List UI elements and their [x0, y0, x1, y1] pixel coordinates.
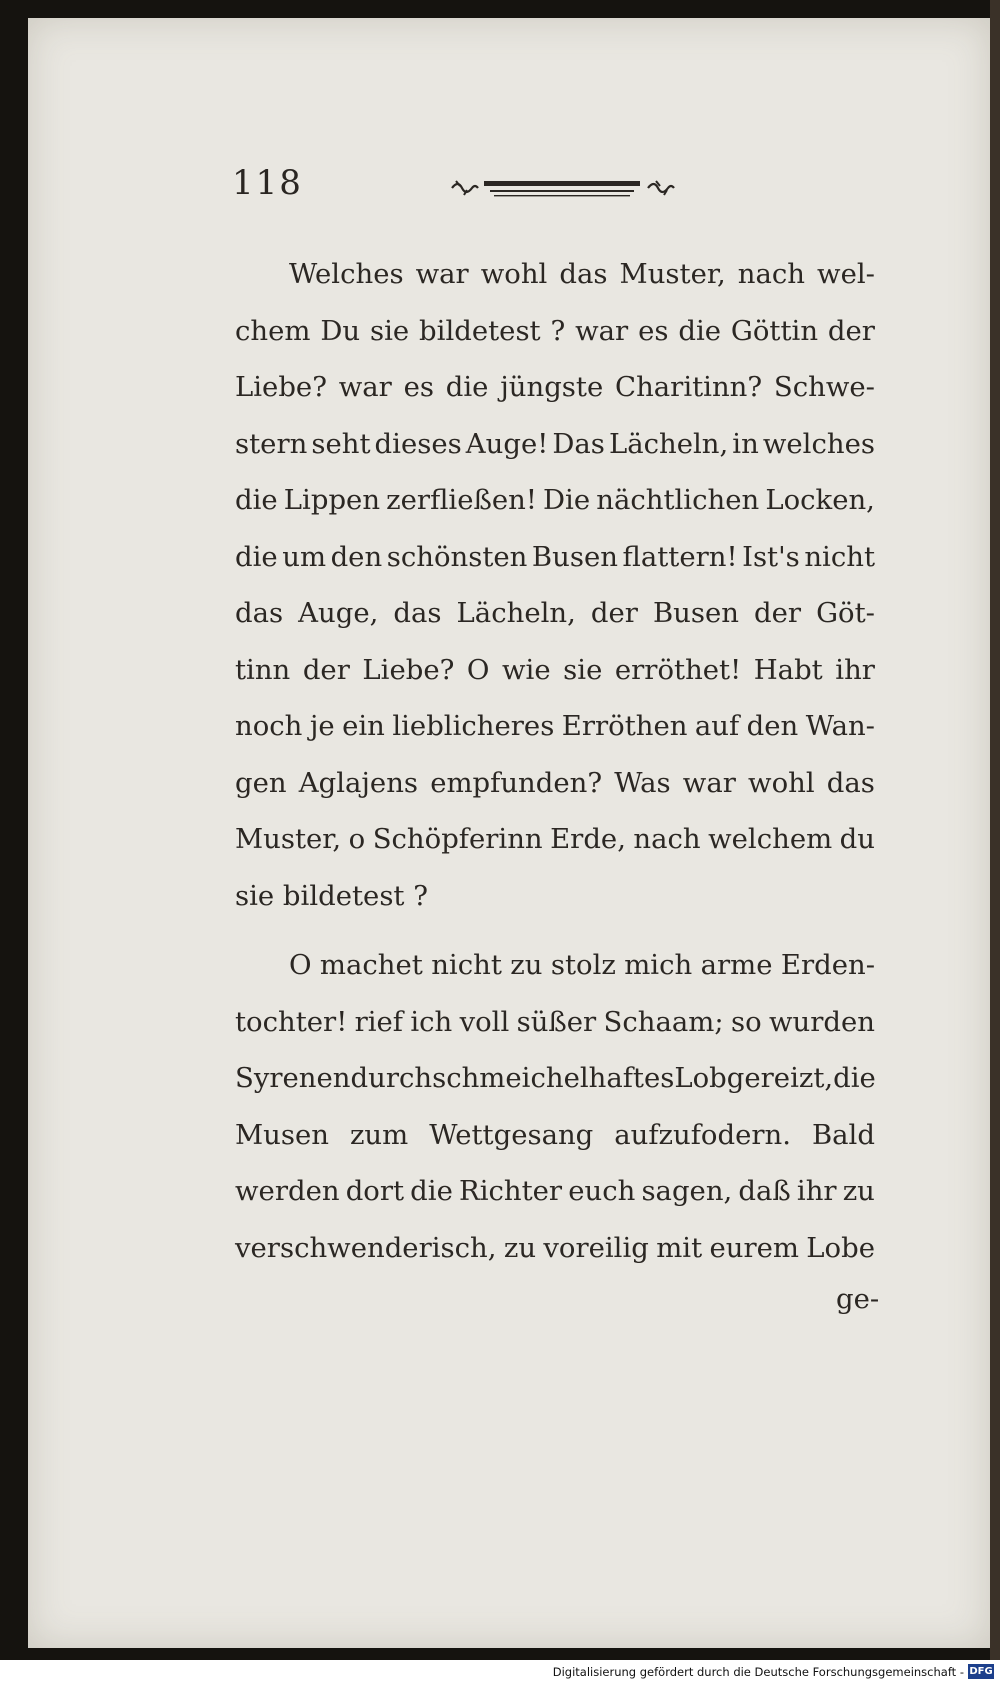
- word: wurden: [768, 1005, 875, 1038]
- word: Auge,: [298, 597, 379, 629]
- word: Was: [614, 766, 671, 799]
- decorative-rule-ornament-icon: [450, 173, 678, 203]
- word: Göttin: [730, 314, 819, 347]
- word: O: [289, 949, 312, 981]
- word: dort: [345, 1175, 405, 1207]
- word: Wan-: [805, 710, 875, 742]
- body-text: [235, 246, 875, 1276]
- word: ein: [342, 710, 385, 742]
- word: in: [732, 427, 759, 460]
- word: war: [682, 766, 736, 799]
- word: zum: [349, 1118, 409, 1151]
- word: nächtlichen: [596, 484, 760, 516]
- word: daß: [738, 1175, 791, 1207]
- word: süßer: [516, 1005, 597, 1038]
- word: mich: [624, 949, 693, 981]
- text-line: [235, 246, 875, 303]
- word: voll: [459, 1005, 510, 1038]
- word: jüngste: [500, 371, 604, 403]
- word: die: [833, 1062, 876, 1094]
- word: den: [746, 710, 799, 742]
- word: flattern!: [622, 540, 738, 573]
- text-line: [235, 585, 875, 642]
- word: eurem: [709, 1231, 799, 1264]
- word: zerfließen!: [386, 484, 537, 516]
- word: Lob: [674, 1062, 727, 1094]
- word: Erden-: [780, 949, 875, 981]
- word: so: [730, 1005, 762, 1038]
- word: sie: [563, 653, 603, 686]
- word: gen: [235, 766, 287, 799]
- word: o: [348, 823, 366, 855]
- text-line: [235, 359, 875, 416]
- word: wohl: [480, 258, 548, 290]
- word: stern: [235, 427, 308, 460]
- word: Ist's: [742, 540, 800, 573]
- word: bildetest: [419, 314, 541, 347]
- word: ihr: [835, 653, 875, 686]
- word: nach: [633, 823, 701, 855]
- paragraph-gap: [235, 924, 875, 937]
- funding-credit: Digitalisierung gefördert durch die Deutsche Forschungsgemeinschaft -: [552, 1665, 964, 1679]
- word: das: [826, 766, 875, 799]
- word: Lächeln,: [456, 597, 576, 629]
- word: Busen: [531, 540, 618, 573]
- word: Aglajens: [298, 766, 419, 799]
- word: rief: [354, 1005, 403, 1038]
- text-line: sie bildetest ?: [235, 879, 428, 912]
- word: Muster,: [619, 258, 726, 290]
- word: die: [410, 1175, 453, 1207]
- word: Auge!: [465, 427, 549, 460]
- text-line: [235, 755, 875, 812]
- word: O: [466, 653, 490, 686]
- word: schönsten: [386, 540, 528, 573]
- word: Wettgesang: [429, 1118, 594, 1151]
- word: Charitinn?: [615, 371, 763, 403]
- word: die: [678, 314, 722, 347]
- word: lieblicheres: [392, 710, 555, 742]
- word: war: [415, 258, 469, 290]
- word: die: [235, 484, 278, 516]
- word: auf: [694, 710, 740, 742]
- text-line: [235, 1163, 875, 1220]
- word: welchem: [708, 823, 833, 855]
- word: der: [302, 653, 350, 686]
- catchword: ge-: [836, 1283, 880, 1315]
- word: verschwenderisch,: [235, 1231, 497, 1264]
- word: Busen: [652, 597, 739, 629]
- text-line: [235, 1220, 875, 1277]
- word: chem: [235, 314, 311, 347]
- word: Lächeln,: [608, 427, 729, 460]
- word: war: [575, 314, 629, 347]
- word: wel-: [817, 258, 875, 290]
- word: der: [590, 597, 638, 629]
- text-line: [235, 303, 875, 360]
- word: nach: [737, 258, 805, 290]
- word: Göt-: [816, 597, 875, 629]
- word: Muster,: [235, 823, 342, 855]
- word: Erröthen: [561, 710, 688, 742]
- running-header: [232, 163, 872, 213]
- text-line: [235, 529, 875, 586]
- word: Lippen: [283, 484, 381, 516]
- word: je: [309, 710, 335, 742]
- word: der: [827, 314, 875, 347]
- word: Schaam;: [603, 1005, 724, 1038]
- word: Bald: [811, 1118, 875, 1151]
- word: noch: [235, 710, 303, 742]
- word: welches: [762, 427, 875, 460]
- word: ich: [410, 1005, 453, 1038]
- word: das: [559, 258, 608, 290]
- word: aufzufodern.: [614, 1118, 791, 1151]
- word: empfunden?: [430, 766, 603, 799]
- word: tinn: [235, 653, 291, 686]
- text-line: [235, 1050, 875, 1107]
- word: den: [330, 540, 383, 573]
- word: Die: [543, 484, 591, 516]
- word: zu: [842, 1175, 875, 1207]
- word: Liebe?: [235, 371, 327, 403]
- word: mit: [656, 1231, 703, 1264]
- word: sie: [369, 314, 410, 347]
- page-number: 118: [232, 163, 303, 203]
- word: Musen: [235, 1118, 329, 1151]
- word: Locken,: [765, 484, 875, 516]
- word: das: [393, 597, 442, 629]
- word: machet: [319, 949, 423, 981]
- word: es: [403, 371, 434, 403]
- word: nicht: [804, 540, 875, 573]
- word: war: [338, 371, 392, 403]
- text-line: [235, 472, 875, 529]
- word: ?: [550, 314, 566, 347]
- word: das: [235, 597, 284, 629]
- word: seht: [311, 427, 371, 460]
- word: euch: [568, 1175, 636, 1207]
- word: Erde,: [550, 823, 626, 855]
- word: Du: [320, 314, 361, 347]
- word: Schwe-: [773, 371, 875, 403]
- word: Syrenen: [235, 1062, 351, 1094]
- word: wie: [502, 653, 551, 686]
- word: wohl: [748, 766, 815, 799]
- text-line: [235, 1107, 875, 1164]
- word: Habt: [753, 653, 823, 686]
- word: voreilig: [543, 1231, 649, 1264]
- word: Schöpferinn: [372, 823, 543, 855]
- text-line: [235, 937, 875, 994]
- word: sagen,: [641, 1175, 733, 1207]
- word: Welches: [289, 258, 404, 290]
- word: nicht: [431, 949, 502, 981]
- word: gereizt,: [726, 1062, 834, 1094]
- word: der: [754, 597, 802, 629]
- text-line: [235, 811, 875, 868]
- word: du: [839, 823, 875, 855]
- word: Das: [552, 427, 605, 460]
- word: Liebe?: [362, 653, 455, 686]
- word: erröthet!: [614, 653, 742, 686]
- word: Richter: [458, 1175, 563, 1207]
- word: zu: [503, 1231, 537, 1264]
- word: dieses: [374, 427, 462, 460]
- text-line: [235, 642, 875, 699]
- text-line: [235, 698, 875, 755]
- word: die: [235, 540, 278, 573]
- word: ihr: [796, 1175, 837, 1207]
- text-line: [235, 416, 875, 473]
- word: die: [445, 371, 489, 403]
- word: werden: [235, 1175, 340, 1207]
- word: tochter!: [235, 1005, 348, 1038]
- dfg-logo-icon: DFG: [969, 1666, 993, 1677]
- word: stolz: [550, 949, 616, 981]
- word: schmeichelhaftes: [432, 1062, 675, 1094]
- word: durch: [350, 1062, 433, 1094]
- word: Lobe: [806, 1231, 875, 1264]
- book-cover-edge: [990, 0, 1000, 1660]
- word: arme: [700, 949, 773, 981]
- word: zu: [510, 949, 543, 981]
- word: es: [638, 314, 669, 347]
- word: um: [282, 540, 327, 573]
- text-line: [235, 994, 875, 1051]
